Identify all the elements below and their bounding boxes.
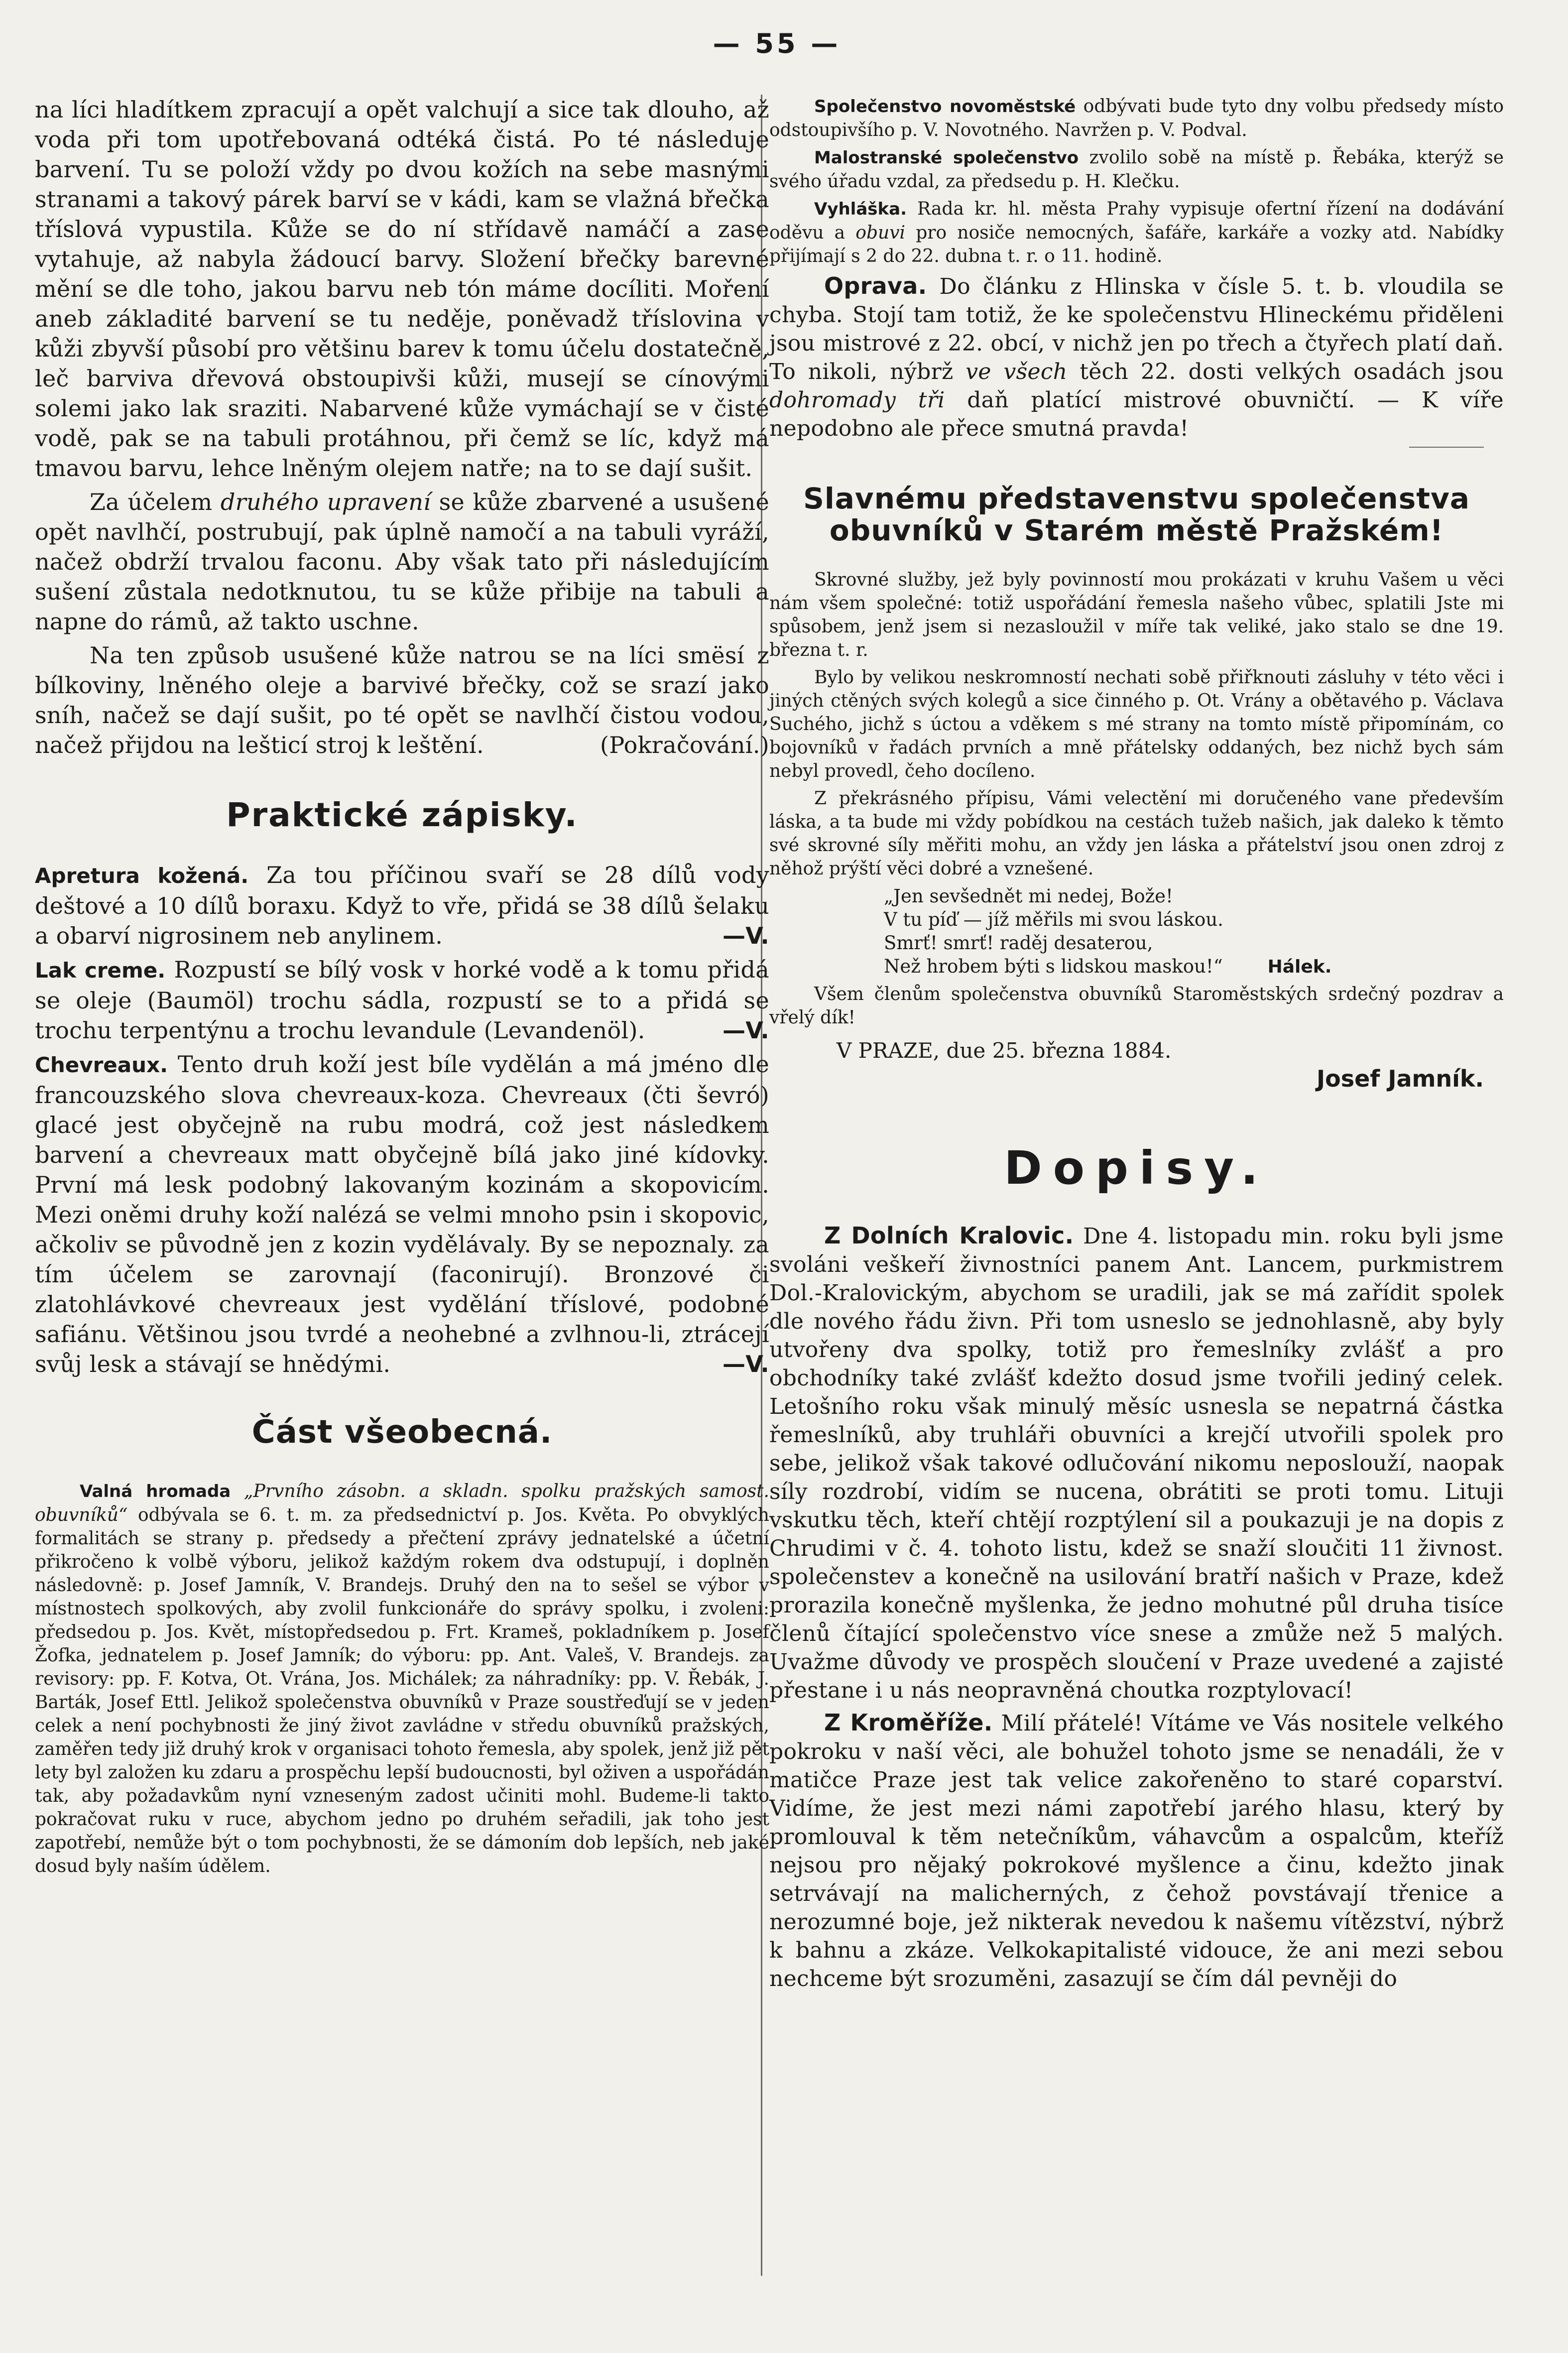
poem-author: Hálek. <box>1267 957 1332 977</box>
section-heading-dopisy: Dopisy. <box>1004 1141 1269 1195</box>
separator-rule <box>1409 447 1484 448</box>
note-apretura <box>35 860 769 951</box>
note-spolecenstvo-mala <box>769 146 1504 193</box>
note-valna-hromada <box>35 1480 769 1878</box>
note-lead: Apretura kožená. <box>35 864 249 888</box>
note-lead: Oprava. <box>824 272 927 299</box>
letter-dolni-kralovice <box>769 1222 1504 1705</box>
poem-line-text: Než hrobem býti s lidskou maskou!“ <box>884 956 1223 977</box>
emphasis-text: dohromady tři <box>769 387 945 413</box>
letter-lead: Z Dolních Kralovic. <box>824 1222 1074 1249</box>
letter-text: Dne 4. listopadu min. roku byli jsme svoláni veškeří živnostníci panem Ant. Lancem, purkmistrem Dol.-Kralovickým, abychom se uradili, jak se má zařídit spolek dle nového řádu živn. Při tom usneslo se jednohlasně, aby byly utvořeny dva spolky, totiž pro řemeslníky zvlášť a pro obchodníky také zvlášť kdežto dosud jsme tvořili jediný celek. Letošního roku však minulý měsíc usnesla se nepatrná částka řemeslníků, aby truhláři obuvníci a krejčí utvořili spolek pro sebe, jelikož však takové odlučování nikomu neposlouží, naopak síly rozdrobí, vidím se nucena, obrátiti se proti tomu. Lituji vskutku těch, kteří chtějí rozptýlení sil a poukazuji je na dopis z Chrudimi v č. 4. tohoto listu, kdež se snaží sloučiti 11 živnost. společenstev a konečně na usilování bratří našich v Praze, kdež prorazila konečně myšlenka, že jedno mohutné půl druha tisíce členů čítající společenstvo více snese a zmůže než 5 malých. Uvažme důvody ve prospěch sloučení v Praze uvedené a zajisté přestane i u nás neopravněná choutka rozptylovací! <box>769 1224 1504 1703</box>
note-text: těch 22. dosti velkých osadách jsou <box>1067 359 1504 384</box>
letter-signature <box>769 1065 1504 1094</box>
article-paragraph <box>35 640 769 760</box>
note-spolecenstvo-nove <box>769 95 1504 142</box>
note-text: odbývati bude tyto dny volbu předsedy místo odstoupivšího p. V. Novotného. Navržen p. V. Podval. <box>769 96 1504 140</box>
poem-line: „Jen sevšednět mi nedej, Bože! <box>884 885 1173 907</box>
letter-text: Milí přátelé! Vítáme ve Vás nositele velkého pokroku v naší věci, ale bohužel tohoto jsme se nenadáli, že v matičce Praze jest tak velice zakořeněno to staré coparství. Vidíme, že jest mezi námi zapotřebí jarého hlasu, který by promlouval k těm netečníkům, váhavcům a ospalcům, kteříž nejsou pro nějaký pokrokové myšlence a činu, kdežto jinak setrvávají na malicherných, z čehož povstávají třenice a nerozumné boje, jež nikterak nevedou k našemu vítězství, nýbrž k bahnu a zkáze. Velkokapitalisté vidouce, že ani mezi sebou nechceme být srozuměni, zasazují se čím dál pevněji do <box>769 1711 1504 1991</box>
letter-paragraph: Skrovné služby, jež byly povinností mou prokázati v kruhu Vašem u věci nám všem společné: totiž uspořádání řemesla našeho vůbec, splatili Jste mi spůsobem, jenž jsem si nezasloužil v míře tak veliké, jako stalo se dne 19. března t. r. <box>769 570 1504 660</box>
emphasis-text: druhého upravení <box>220 489 431 515</box>
poem-line: V tu píď — jíž měřils mi svou láskou. <box>884 909 1223 930</box>
note-text: daň platící mistrové obuvničtí. — K víře nepodobno ale přece smutná pravda! <box>769 387 1504 441</box>
note-lead: Lak creme. <box>35 958 166 983</box>
note-oprava <box>769 272 1504 443</box>
letter-date: V PRAZE, due 25. března 1884. <box>837 1038 1172 1063</box>
paragraph-text: Na ten způsob usušené kůže natrou se na líci smësí z bílkoviny, lněného oleje a barvivé břečky, což se srazí jako sníh, načež se dají sušit, po té opět se navlhčí čistou vodou, načež přijdou na lešticí stroj k leštění. <box>35 642 769 758</box>
note-lead: Vyhláška. <box>814 199 907 219</box>
note-text: Rozpustí se bílý vosk v horké vodě a k tomu přidá se oleje (Baumöl) trochu sádla, rozpustí se to a přidá se trochu terpentýnu a trochu levandule (Levandenöl). <box>35 956 769 1044</box>
page-number: — 55 — <box>713 28 841 59</box>
note-signature: —V. <box>722 922 769 949</box>
note-text: Rada kr. hl. města Prahy vypisuje ofertní řízení na dodávání oděvu a <box>769 199 1504 243</box>
poem-line <box>884 955 1504 979</box>
note-vyhlaska <box>769 197 1504 268</box>
note-lead: Společenstvo novoměstské <box>814 97 1076 117</box>
note-text: Za tou příčinou svaří se 28 dílů vody deštové a 10 dílů boraxu. Když to vře, přidá se 38 dílů šelaku a obarví nigrosinem neb anylinem. <box>35 862 769 949</box>
note-chevreaux <box>35 1049 769 1379</box>
left-column <box>35 95 769 1882</box>
note-signature: —V. <box>722 1351 769 1377</box>
note-lead: Valná hromada <box>80 1482 231 1501</box>
note-text: zvolilo sobě na místě p. Řebáka, kterýž se svého úřadu vzdal, za předsedu p. H. Klečku. <box>769 147 1504 192</box>
section-heading-praktik: Praktické zápisky. <box>226 796 578 834</box>
letter-kromeriz <box>769 1709 1504 1993</box>
letter-paragraph: Z překrásného přípisu, Vámi velectění mi doručeného vane především láska, a ta bude mi vždy pobídkou na cestách tužeb našich, jak daleko k těmto své skrovné síly měřiti mohu, an vždy jen láska a přátelství jsou onen zdroj z něhož prýští věci dobré a vznešené. <box>769 788 1504 879</box>
letter-paragraph: Všem členům společenstva obuvníků Staroměstských srdečný pozdrav a vřelý dík! <box>769 984 1504 1028</box>
letter-dateline <box>769 1036 1504 1094</box>
continuation-note: (Pokračování.) <box>600 732 769 758</box>
section-heading-cast: Část všeobecná. <box>251 1414 553 1451</box>
paragraph-text: se kůže zbarvené a usušené opět navlhčí, postrubují, pak úplně namočí a na tabuli vyráží, načež obdrží trvalou faconu. Aby však tato při následujícím sušení zůstala nedotknutou, tu se kůže přibije na tabuli a napne do rámů, až takto uschne. <box>35 489 770 635</box>
letter-lead: Z Kroměříže. <box>824 1709 993 1736</box>
note-signature: —V. <box>722 1017 769 1044</box>
note-text: Do článku z Hlinska v čísle 5. t. b. vloudila se chyba. Stojí tam totiž, že ke společenstvu Hlineckému přiděleni jsou mistrové z 22. obcí, v nichž jen po třech a čtyřech platí daň. To nikoli, nýbrž <box>769 274 1504 384</box>
signature-name: Josef Jamník. <box>1317 1065 1484 1092</box>
note-text: pro nosiče nemocných, šafáře, karkáře a vozky atd. Nabídky přijímají s 2 do 22. dubna t. r. o 11. hodině. <box>769 223 1504 266</box>
note-lead: Malostranské společenstvo <box>814 148 1079 168</box>
paragraph-text: Za účelem <box>90 489 221 515</box>
note-text: Tento druh koží jest bíle vydělán a má jméno dle francouzského slova chevreaux-koza. Chevreaux (čti ševró) glacé jest obyčejně na rubu modrá, což jest následkem barvení a chevreaux matt obyčejně bílá jako jiné kídovky. První má lesk podobný lakovaným kozinám a skopovicím. Mezi oněmi druhy koží nalézá se velmi mnoho psin i skopovic, ačkoliv se původně jen z kozin vydělávaly. By se nepoznaly. za tím účelem se zarovnají (faconirují). Bronzové či zlatohlávkové chevreaux jest vydělání tříslové, podobné safiánu. Většinou jsou tvrdé a neohebné a zvlhnou-li, ztrácejí svůj lesk a stávají se hnědými. <box>35 1051 769 1377</box>
right-column <box>769 95 1504 1997</box>
poem-line: Smrť! smrť! raděj desaterou, <box>884 932 1153 954</box>
section-heading-slavnemu: Slavnému představenstvu společenstva obuvníků v Starém městě Pražském! <box>803 482 1470 547</box>
letter-paragraph: Bylo by velikou neskromností nechati sobě přiřknouti zásluhy v této věci i jiných ctěných svých kolegů a sice činného p. Ot. Vrány a obětavého p. Václava Suchého, jichž s úctou a vděkem s mé strany na tomto místě připomínám, co bojovníků v řadách prvních a mně přátelsky oddaných, bez nichž bych sám nebyl provedl, čeho docíleno. <box>769 667 1504 781</box>
note-lead: Chevreaux. <box>35 1053 168 1077</box>
emphasis-text: ve všech <box>965 359 1068 384</box>
note-text: odbývala se 6. t. m. za předsednictví p. Jos. Květa. Po obvyklých formalitách se strany p. předsedy a přečtení zprávy jednatelské a účetní přikročeno k volbě výboru, jelikož každým rokem dva odstupují, i doplněn následovně: p. Josef Jamník, V. Brandejs. Druhý den na to sešel se výbor v místnostech spolkových, aby zvolil funkcionáře do správy spolku, i zvoleni: předsedou p. Jos. Květ, místopředsedou p. Frt. Krameš, pokladníkem p. Josef Žofka, jednatelem p. Josef Jamník; do výboru: pp. Ant. Valeš, V. Brandejs. za revisory: pp. F. Kotva, Ot. Vrána, Jos. Michálek; za náhradníky: pp. V. Řebák, J. Barták, Josef Ettl. Jelikož společenstva obuvníků v Praze soustřeďují se v jeden celek a není pochybnosti že jiný život zavládne v středu obuvníků pražských, zaměřen tedy již druhý krok v organisaci tohoto řemesla, aby spolek, jenž již pět lety byl založen ku zdaru a prospěchu lepší budoucnosti, byl oživen a uspořádán tak, aby požadavkům nyní vzneseným zadost učiniti mohl. Budeme-li takto pokračovat ruku v ruce, abychom jedno po druhém seřadili, jak toho jest zapotřebí, nemůže být o tom pochybnosti, že se dámoním dob lepších, neb jaké dosud byly naším údělem. <box>35 1505 769 1876</box>
note-lak <box>35 955 769 1045</box>
poem-quote <box>884 884 1504 979</box>
emphasis-text: obuvi <box>855 223 906 243</box>
emphasis-text: „Prvního zásobn. a skladn. spolku pražských samost. obuvníků“ <box>35 1481 770 1525</box>
article-paragraph: na líci hladítkem zpracují a opět valchují a sice tak dlouho, až voda při tom upotřebovaná odtéká čistá. Po té následuje barvení. Tu se položí vždy po dvou kožích na sebe masnými stranami a takový párek barví se v kádi, kam se vlažná břečka tříslová vypustila. Kůže se do ní střídavě namáčí a zase vytahuje, až nabyla žádoucí barvy. Složení břečky barevné mění se dle toho, jakou barvu neb tón máme docíliti. Moření aneb základité barvení se tu neděje, poněvadž tříslovina v kůži zbyvší působí pro většinu barev k tomu účelu dostatečně, leč barviva dřevová obstoupivši kůži, musejí se cínovými solemi jako lak sraziti. Nabarvené kůže vymáchají se v čisté vodě, pak se na tabuli protáhnou, při čemž se líc, když má tmavou barvu, lehce lněným olejem natře; na to se dají sušit. <box>35 96 769 482</box>
article-paragraph <box>35 487 769 636</box>
